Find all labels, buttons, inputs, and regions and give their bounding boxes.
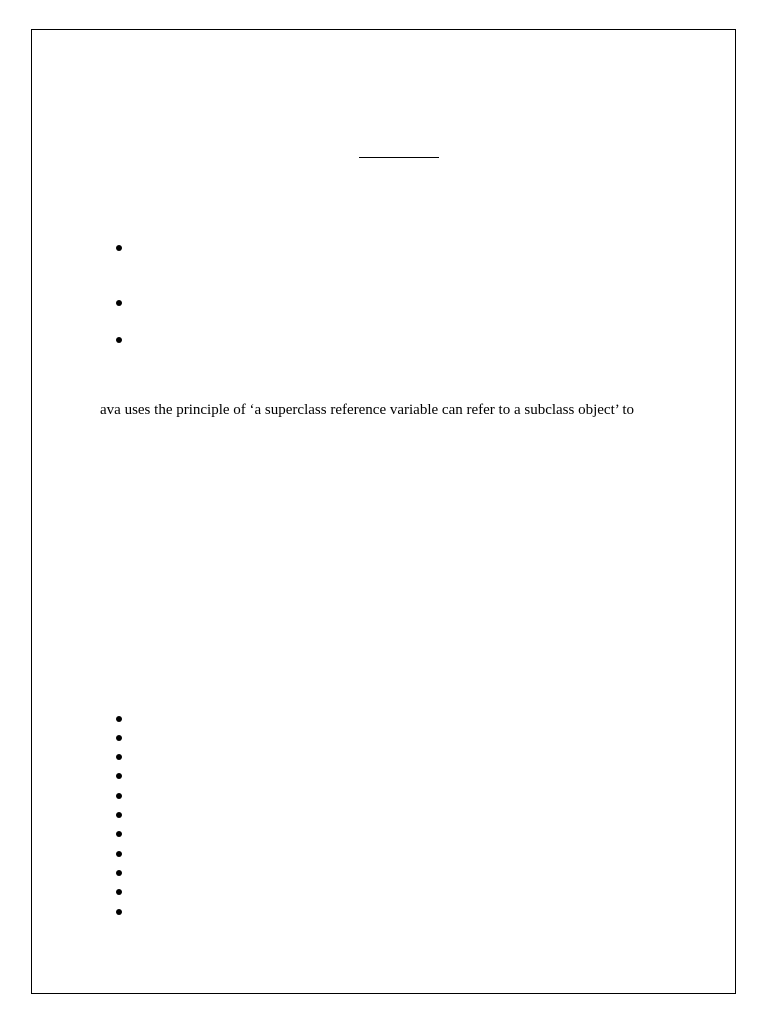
bullet: [116, 735, 122, 741]
page-border: [31, 29, 736, 994]
bullet: [116, 245, 122, 251]
bullet: [116, 337, 122, 343]
bullet: [116, 831, 122, 837]
bullet: [116, 851, 122, 857]
body-paragraph: ava uses the principle of ‘a superclass reference variable can refer to a subclass object’ to: [100, 402, 635, 418]
title-underline: [359, 157, 439, 158]
bullet: [116, 300, 122, 306]
bullet: [116, 889, 122, 895]
bullet: [116, 793, 122, 799]
bullet: [116, 812, 122, 818]
bullet: [116, 754, 122, 760]
bullet: [116, 716, 122, 722]
bullet: [116, 909, 122, 915]
bullet: [116, 870, 122, 876]
bullet: [116, 773, 122, 779]
